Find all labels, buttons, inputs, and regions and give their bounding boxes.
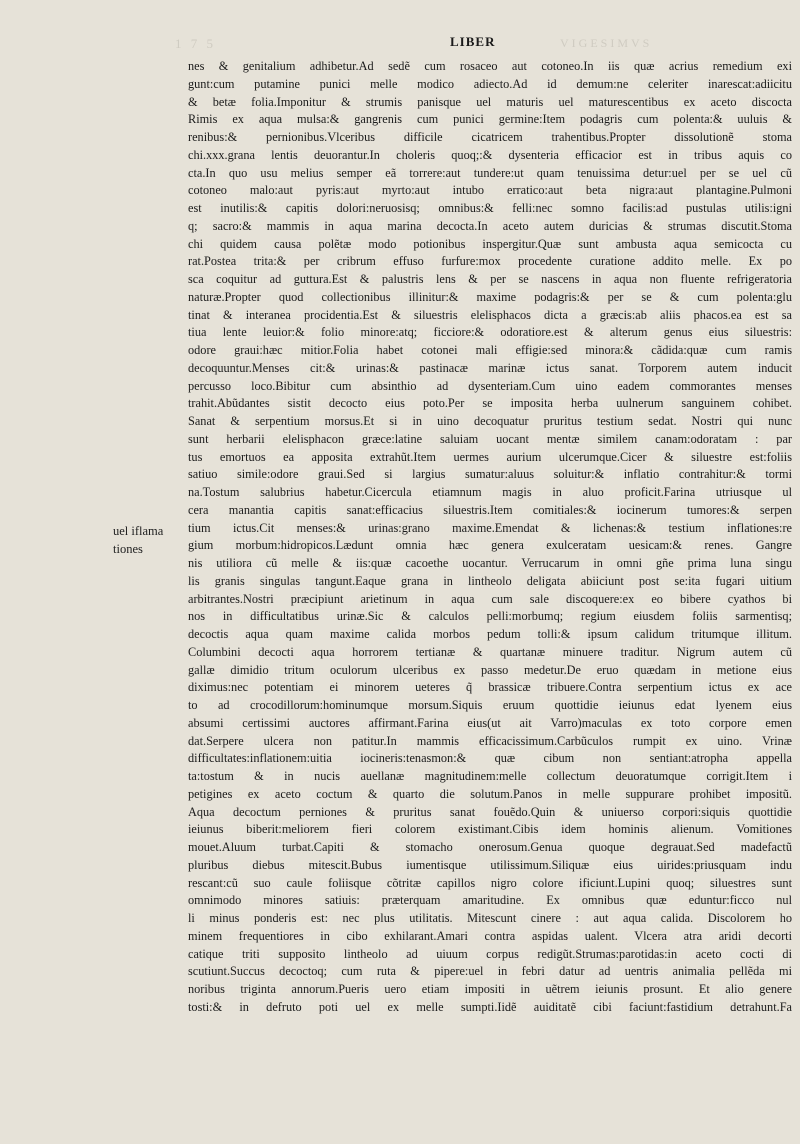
main-text-column [188,58,792,1017]
text-line: renibus:& pernionibus.Vlceribus difficile cicatricem trahentibus.Propter dissolutionẽ stoma [188,130,792,144]
text-line: tus emortuos ea apposita extrahũt.Item uermes aurium ulcerumque.Cicer & siluestre est:foliis [188,449,792,464]
margin-note-line: tiones [113,542,143,556]
text-line: odore graui:hæc mitior.Folia habet cotonei mali effigie:sed minora:& cãdida:quæ cum ramis [188,343,792,357]
text-line: na.Tostum salubrius habetur.Cicercula etiamnum magis in aluo proficit.Farina utriusque ul [188,485,792,499]
text-line: mouet.Aluum turbat.Capiti & stomacho onerosum.Genua quoque degrauat.Sed madefactũ [188,840,792,854]
text-line: gallæ dimidio tritum oculorum ulceribus ex passo medetur.De eruo quædam in metione eius [188,662,792,677]
text-line: diximus:nec potentiam ei minorem ueteres q̃ brassicæ tribuere.Contra serpentium ictus ex ace [188,680,792,695]
text-line: absumi certissimi auctores affirmant.Farina eius(ut ait Varro)maculas ex toto corpore emen [188,715,792,730]
text-line: lis granis singulas tangunt.Eaque grana in lintheolo deligata abiiciunt post se:ita fugari uitium [188,573,792,588]
text-line: noribus triginta annorum.Pueris uero etiam impositi in uẽtrem ieiunis prosunt. Et alio genere [188,982,792,996]
text-line: naturæ.Propter quod collectionibus illinitur:& maxime podagris:& per se & cum polenta:glu [188,289,792,304]
text-line: difficultates:inflationem:uitia iocineris:tenasmon:& quæ cibum non sentiant:atropha appella [188,751,792,766]
text-line: Aqua decoctum perniones & pruritus sanat fouẽdo.Quin & uniuerso corpori:siquis quottidie [188,804,792,819]
text-line: minem frequentiores in cibo exhilarant.Amari contra aspidas ualent. Vlcera atra aridi decorti [188,928,792,943]
running-title: LIBER [450,34,496,49]
text-line: to ad crocodillorum:hominumque morsum.Siquis eruum quottidie ieiunus edat lyenem eius [188,698,792,712]
text-line: cotoneo malo:aut pyris:aut myrto:aut intubo erratico:aut beta nigra:aut plantagine.Pulmoni [188,183,792,198]
text-line: percusso loco.Bibitur cum absinthio ad dysenteriam.Cum uino eadem commorantes menses [188,378,792,393]
text-line: decoctis aqua quam maxime calida morbos pedum tolli:& ipsum calidum tritumque illitum. [188,627,792,641]
text-line: gunt:cum putamine punici melle modico adiecto.Ad id demum:ne celeriter inarescat:adiicitu [188,76,792,91]
text-line: sunt herbarii elelisphacon græce:latine saluiam uocant mentæ similem canam:odoratam : par [188,431,792,446]
text-line: est inutilis:& capitis dolori:neruosisq; omnibus:& felli:nec somno facilis:ad pustulas utilis:igni [188,201,792,215]
text-line: rescant:cũ suo caule foliisque cõtritæ capillos nigro colore ificiunt.Lupini quoq; siluestres sunt [188,875,792,890]
text-line: ieiunus biberit:meliorem fieri colorem existimant.Cibis idem hominis alienum. Vomitiones [188,822,792,837]
text-line: trahit.Abũdantes sistit decocto eius poto.Per se imposita herba uulnerum sanguinem cohibet. [188,396,792,411]
text-line: li minus ponderis est: nec plus utilitatis. Mitescunt cinere : aut aqua calida. Discolorem ho [188,911,792,925]
bleed-through-text: VIGESIMVS [560,36,653,50]
text-line: rat.Postea trita:& per cribrum effuso furfure:mox procedente curatione addito melle. Ex po [188,254,792,269]
text-line: tinat & interanea procidentia.Est & siluestris elelisphacos dicta a græcis:ab aliis phacos.ea est sa [188,307,792,322]
text-line: ta:tostum & in nucis auellanæ magnitudinem:melle collectum deuoratumque corrigit.Item i [188,769,792,783]
text-line: scutiunt.Succus decoctoq; cum ruta & pipere:uel in febri datur ad uentris animalia pellẽda mi [188,964,792,979]
margin-note-line: uel iflama [113,524,164,538]
text-line: sca coquitur ad guttura.Est & palustris lens & per se nascens in aqua non fluente refrigeratoria [188,272,792,286]
bleed-through-text: 1 7 5 [175,36,216,51]
text-line: chi.xxx.grana lentis deuorantur.In choleris quoq;:& dysenteria efficacior est in tribus aquis co [188,147,792,162]
text-line: gium morbum:hidropicos.Lædunt omnia hæc genera exulceratam uesicam:& renes. Gangre [188,538,792,553]
text-line: petigines ex aceto coctum & quarto die solutum.Panos in melle suppurare prohibet impositũ. [188,786,792,801]
text-line: nes & genitalium adhibetur.Ad sedẽ cum rosaceo aut cotoneo.In iis quæ acrius remedium exi [188,59,792,73]
text-line: cta.In quo usu melius semper eã torrere:aut tundere:ut quam tenuissima detur:uel per se uel cũ [188,165,792,180]
text-line: dat.Serpere ulcera non patitur.In mammis efficacissimum.Carbũculos rumpit ex uino. Vrinæ [188,733,792,748]
text-line: cera manantia capitis sanat:efficacius siluestris.Item comitiales:& iocinerum tumores:& serpen [188,502,792,517]
text-line: tiua lente leuior:& folio minore:atq; ficciore:& odoratiore.est & alterum genus eius siluestris: [188,325,792,340]
text-line: chi quidem causa polẽtæ modo potionibus inspergitur.Quæ sunt ambusta aqua semicocta cu [188,236,792,251]
text-line: nis utiliora cũ melle & iis:quæ cacoethe uocantur. Verrucarum in omni gñe prima luna singu [188,556,792,570]
text-line: tosti:& in defruto poti uel ex melle sumpti.Iidẽ auiditatẽ cibi faciunt:fastidium detrahunt.Fa [188,999,792,1014]
text-line: Rimis ex aqua mulsa:& gangrenis cum punici germine:Item podagris cum polenta:& uuluis & [188,112,792,127]
text-line: Sanat & serpentium morsus.Et si in uino decoquatur pruritus testium sedat. Nostri qui nunc [188,414,792,428]
text-line: & betæ folia.Imponitur & strumis panisque uel maturis uel maturescentibus ex aceto discocta [188,94,792,109]
text-line: tium ictus.Cit menses:& urinas:grano maxime.Emendat & lichenas:& testium inflationes:re [188,520,792,535]
text-line: q; sacro:& mammis in aqua marina decocta.In aceto autem duricias & strumas discutit.Stoma [188,218,792,233]
text-line: arbitrantes.Nostri præcipiunt arietinum in aqua cum sale discoquere:ex eo bibere cyathos bi [188,591,792,606]
text-line: catique triti supposito lintheolo ad uiuum corpus redigũt.Strumas:parotidas:in aceto cocti di [188,946,792,961]
text-line: omnimodo minores satiuis: præterquam amaritudine. Ex omnibus quæ eduntur:ficco nul [188,893,792,908]
text-line: nos in difficultatibus urinæ.Sic & calculos pelli:morbumq; regium eiusdem foliis sarmentisq; [188,609,792,624]
margin-note [113,522,163,558]
text-line: pluribus diebus mitescit.Bubus iumentisque utilissimum.Siliquæ eius uirides:priusquam indu [188,857,792,872]
text-line: satiuo simile:odore graui.Sed si largius sumatur:aluus soluitur:& inflatio contrahitur:& tormi [188,467,792,482]
text-line: decoquuntur.Menses cit:& urinas:& pastinacæ marinæ ictus sanat. Torporem autem inducit [188,360,792,375]
text-line: Columbini decocti aqua horrorem tertianæ & quartanæ minuere traditur. Nigrum autem cũ [188,644,792,659]
